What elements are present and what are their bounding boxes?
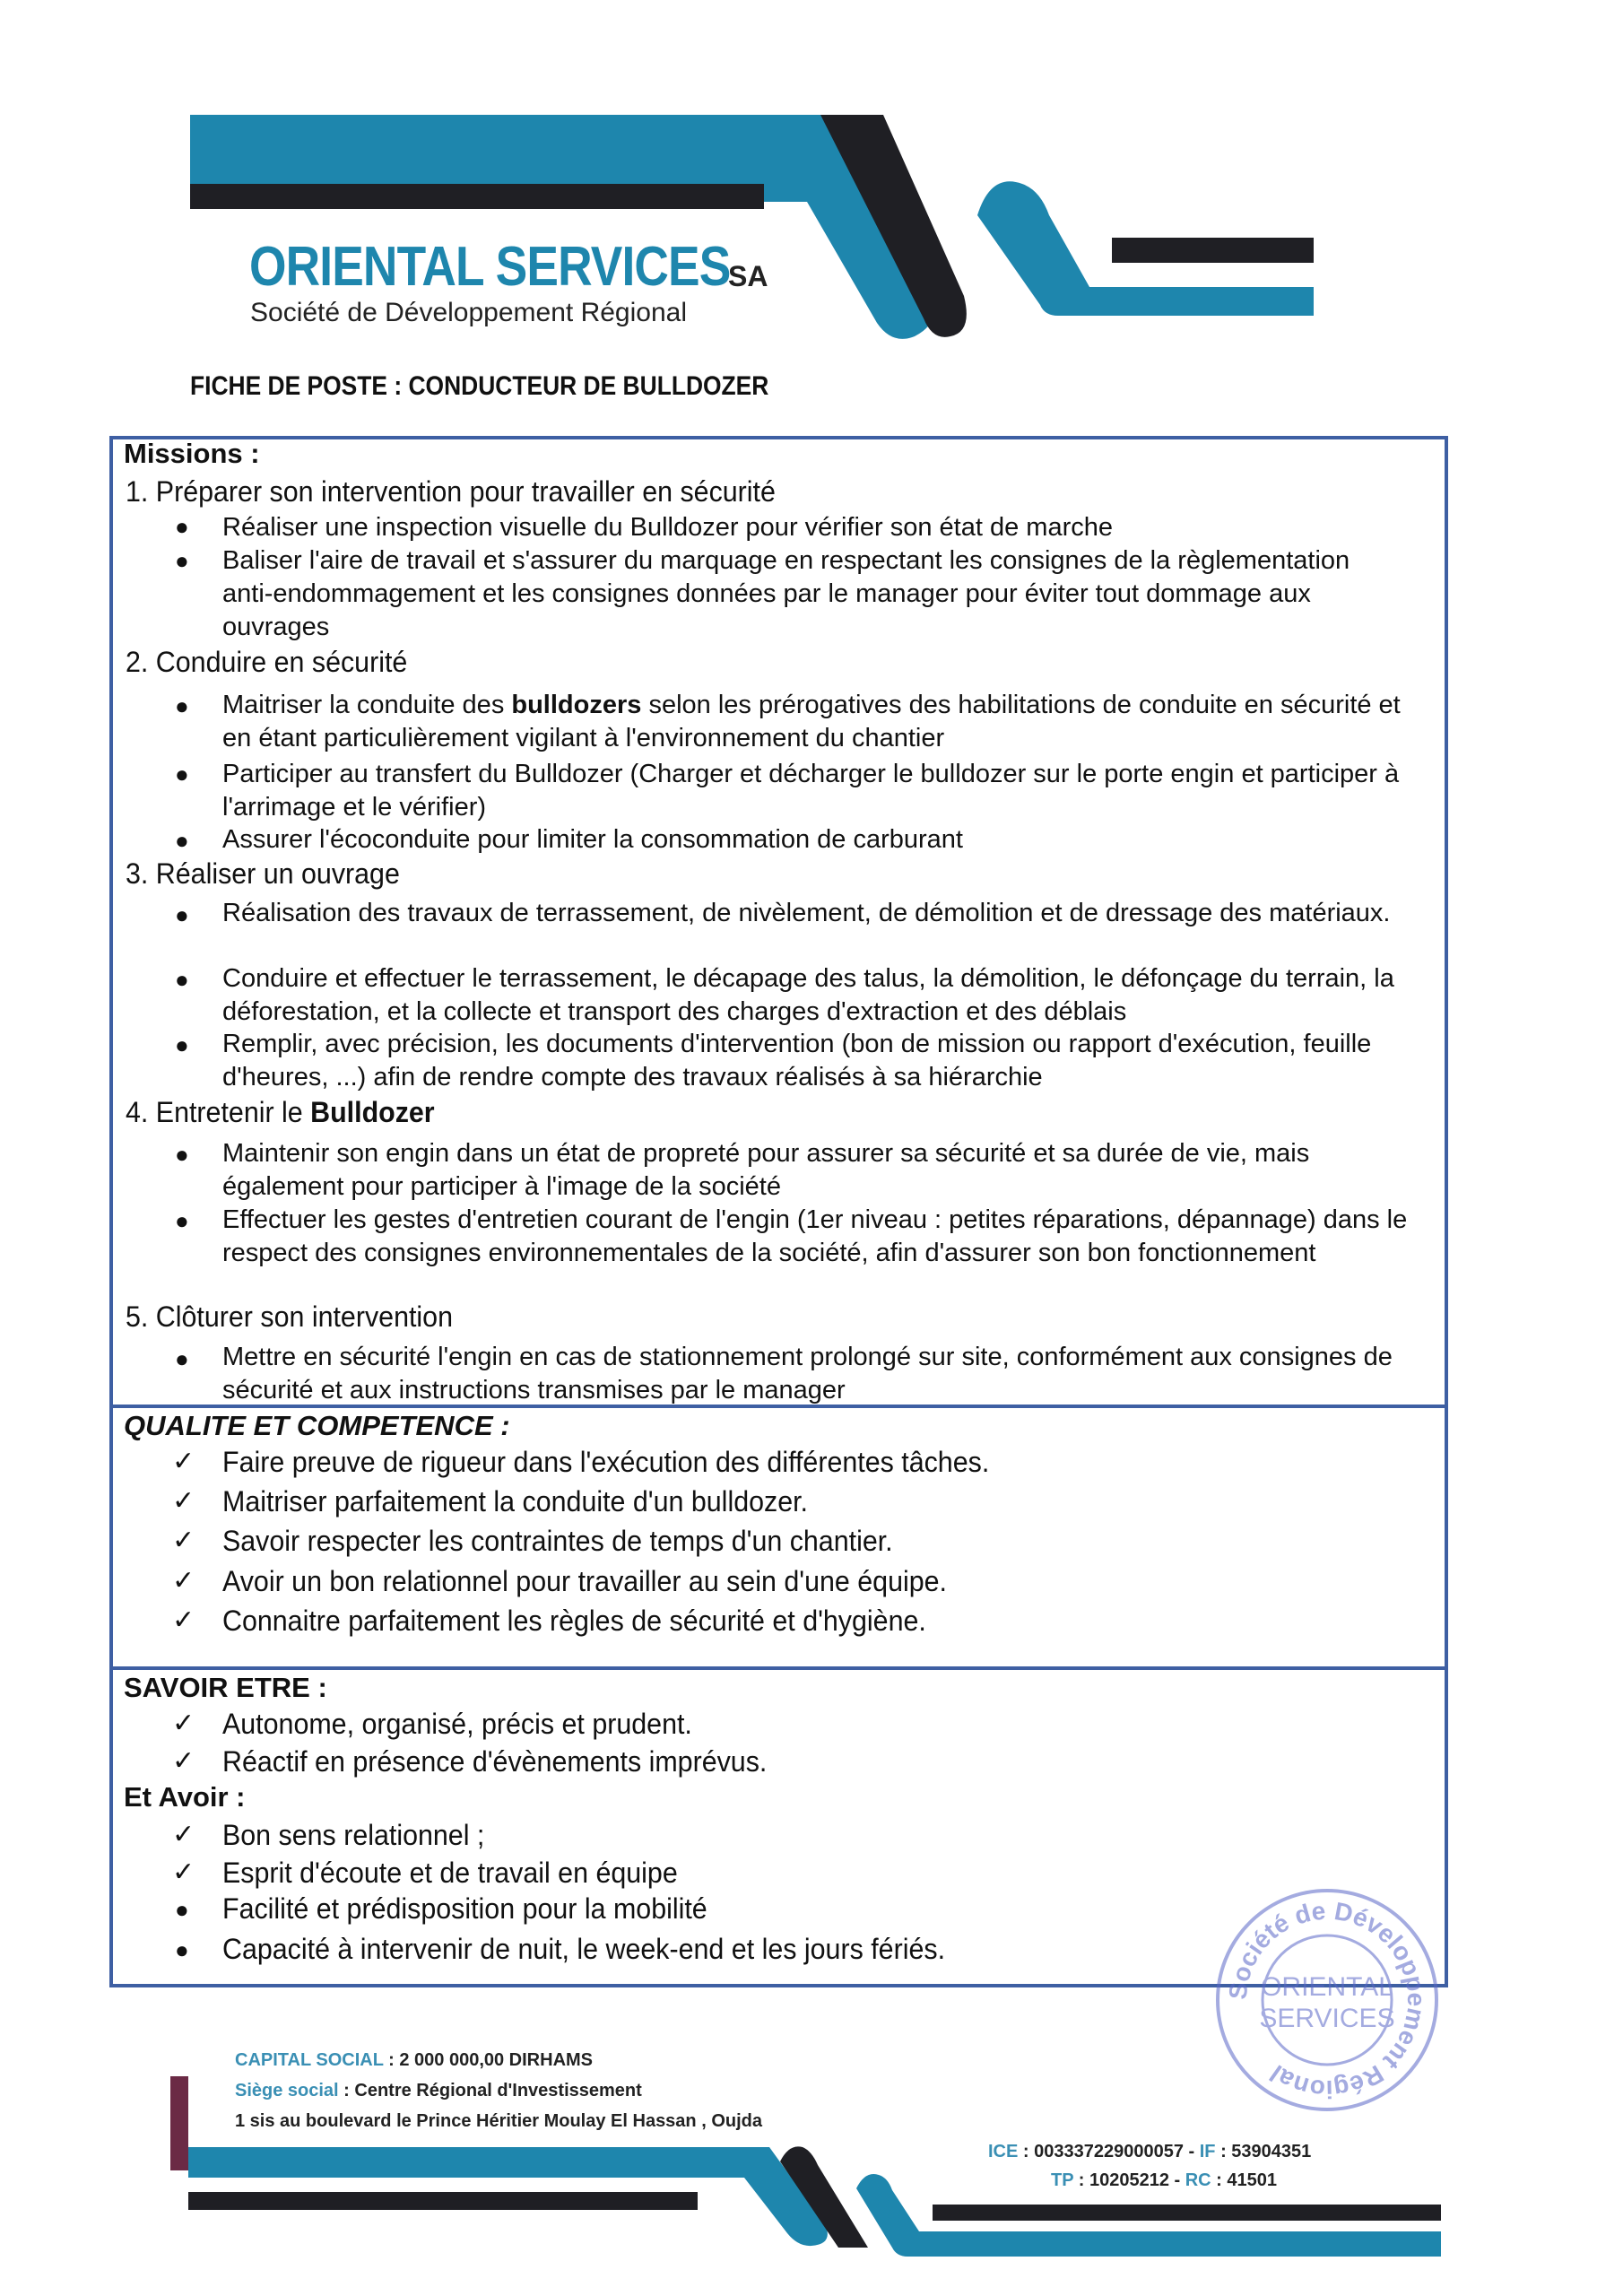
savoir-etre-item: Réactif en présence d'évènements imprévus. [222,1745,768,1778]
company-subtitle: Société de Développement Régional [250,298,687,327]
document-title: FICHE DE POSTE : CONDUCTEUR DE BULLDOZER [190,371,769,401]
company-stamp [1211,1883,1444,2117]
mission-title: 5. Clôturer son intervention [126,1300,453,1333]
footer-logo-graphic [0,2135,1623,2260]
siege-value: : Centre Régional d'Investissement [338,2081,642,2100]
stamp-line1: ORIENTAL [1261,1972,1393,2002]
bullet-icon: ● [175,827,189,854]
mission-bullet: Participer au transfert du Bulldozer (Charger et décharger le bulldozer sur le porte engin et participer à l'arrimage et le vérifier) [222,760,1400,822]
mission-bullet: Baliser l'aire de travail et s'assurer du marquage en respectant les consignes de la règlementation anti-endommagement et les consignes données par le manager pour éviter tout dommage aux ouvrages [222,546,1350,641]
check-icon: ✓ [172,1605,195,1635]
company-suffix: SA [728,260,768,292]
qualite-item: Avoir un bon relationnel pour travailler au sein d'une équipe. [222,1565,948,1597]
mission-bullet: Maintenir son engin dans un état de propreté pour assurer sa sécurité et sa durée de vie, mais également pour participer à l'image de la société [222,1139,1310,1201]
et-avoir-item: Bon sens relationnel ; [222,1819,485,1851]
ice-label: ICE [988,2142,1019,2161]
if-value: : 53904351 [1215,2142,1312,2161]
siege-label: Siège social [235,2081,339,2100]
mission-bullet: Effectuer les gestes d'entretien courant de l'engin (1er niveau : petites réparations, dépannage) dans le respect des consignes environnementales de la société, afin d'assurer son bon fonctionnement [222,1205,1408,1267]
check-icon: ✓ [172,1709,195,1738]
check-icon: ✓ [172,1447,195,1476]
mission-bullet: Réaliser une inspection visuelle du Bulldozer pour vérifier son état de marche [222,513,1113,542]
rc-label: RC [1185,2170,1211,2190]
qualite-item: Savoir respecter les contraintes de temps d'un chantier. [222,1525,893,1557]
capital-value: : 2 000 000,00 DIRHAMS [383,2050,594,2070]
bullet-text-part: selon les prérogatives des habilitations de conduite en sécurité et en étant particulièrement vigilant à l'environnement du chantier [222,691,1401,752]
mission-title-bold: Bulldozer [310,1096,435,1128]
bullet-icon: ● [175,966,189,993]
qualite-heading: QUALITE ET COMPETENCE : [124,1410,510,1441]
check-icon: ✓ [172,1526,195,1555]
footer-address: 1 sis au boulevard le Prince Héritier Moulay El Hassan , Oujda [235,2111,762,2131]
bullet-icon: ● [175,1936,189,1963]
bullet-icon: ● [175,1207,189,1234]
bullet-icon: ● [175,901,189,928]
company-name: ORIENTAL SERVICES [249,236,731,298]
footer-capital [235,2050,593,2071]
tp-label: TP [1051,2170,1074,2190]
qualite-item: Faire preuve de rigueur dans l'exécution des différentes tâches. [222,1446,990,1478]
mission-bullet: Réalisation des travaux de terrassement, de nivèlement, de démolition et de dressage des matériaux. [222,899,1391,927]
check-icon: ✓ [172,1820,195,1849]
missions-heading: Missions : [124,438,260,469]
section-divider [109,1666,1448,1670]
et-avoir-item: Capacité à intervenir de nuit, le week-end et les jours fériés. [222,1933,946,1965]
mission-bullet: Mettre en sécurité l'engin en cas de stationnement prolongé sur site, conformément aux consignes de sécurité et aux instructions transmises par le manager [222,1343,1393,1405]
savoir-etre-heading: SAVOIR ETRE : [124,1672,327,1703]
footer-siege [235,2081,642,2101]
if-label: IF [1199,2142,1216,2161]
bullet-text-bold: bulldozers [511,691,642,719]
stamp-line2: SERVICES [1259,2004,1395,2033]
check-icon: ✓ [172,1857,195,1887]
check-icon: ✓ [172,1746,195,1776]
bullet-icon: ● [175,1345,189,1372]
tp-value: : 10205212 - [1073,2170,1185,2190]
capital-label: CAPITAL SOCIAL [235,2050,384,2070]
bullet-icon: ● [175,1141,189,1168]
check-icon: ✓ [172,1566,195,1596]
et-avoir-item: Facilité et prédisposition pour la mobilité [222,1892,707,1925]
company-logo-graphic [0,0,1623,430]
mission-title: 3. Réaliser un ouvrage [126,857,400,890]
qualite-item: Connaitre parfaitement les règles de sécurité et d'hygiène. [222,1605,926,1637]
bullet-icon: ● [175,1031,189,1058]
mission-bullet: Assurer l'écoconduite pour limiter la consommation de carburant [222,825,963,854]
bullet-text-part: Maitriser la conduite des [222,691,512,719]
ice-value: : 003337229000057 - [1018,2142,1200,2161]
rc-value: : 41501 [1211,2170,1278,2190]
bullet-icon: ● [175,547,189,574]
check-icon: ✓ [172,1486,195,1516]
bullet-icon: ● [175,1896,189,1923]
et-avoir-item: Esprit d'écoute et de travail en équipe [222,1857,678,1889]
bullet-icon: ● [175,513,189,540]
qualite-item: Maitriser parfaitement la conduite d'un bulldozer. [222,1485,809,1518]
mission-title [126,1096,435,1129]
stamp-outer-text: Société de Développement Régional [1223,1896,1431,2104]
mission-bullet: Conduire et effectuer le terrassement, le décapage des talus, la démolition, le défonçage du terrain, la déforestation, et la collecte et transport des charges d'extraction et des déblais [222,964,1394,1026]
bullet-icon: ● [175,761,189,787]
et-avoir-heading: Et Avoir : [124,1781,246,1813]
bullet-icon: ● [175,692,189,719]
mission-title: 1. Préparer son intervention pour travailler en sécurité [126,475,776,508]
mission-bullet [222,689,1424,755]
mission-title-part: 4. Entretenir le [126,1096,311,1128]
mission-title: 2. Conduire en sécurité [126,646,408,678]
mission-bullet: Remplir, avec précision, les documents d'intervention (bon de mission ou rapport d'exécution, feuille d'heures, ...) afin de rendre compte des travaux réalisés à sa hiérarchie [222,1030,1372,1091]
savoir-etre-item: Autonome, organisé, précis et prudent. [222,1708,692,1740]
